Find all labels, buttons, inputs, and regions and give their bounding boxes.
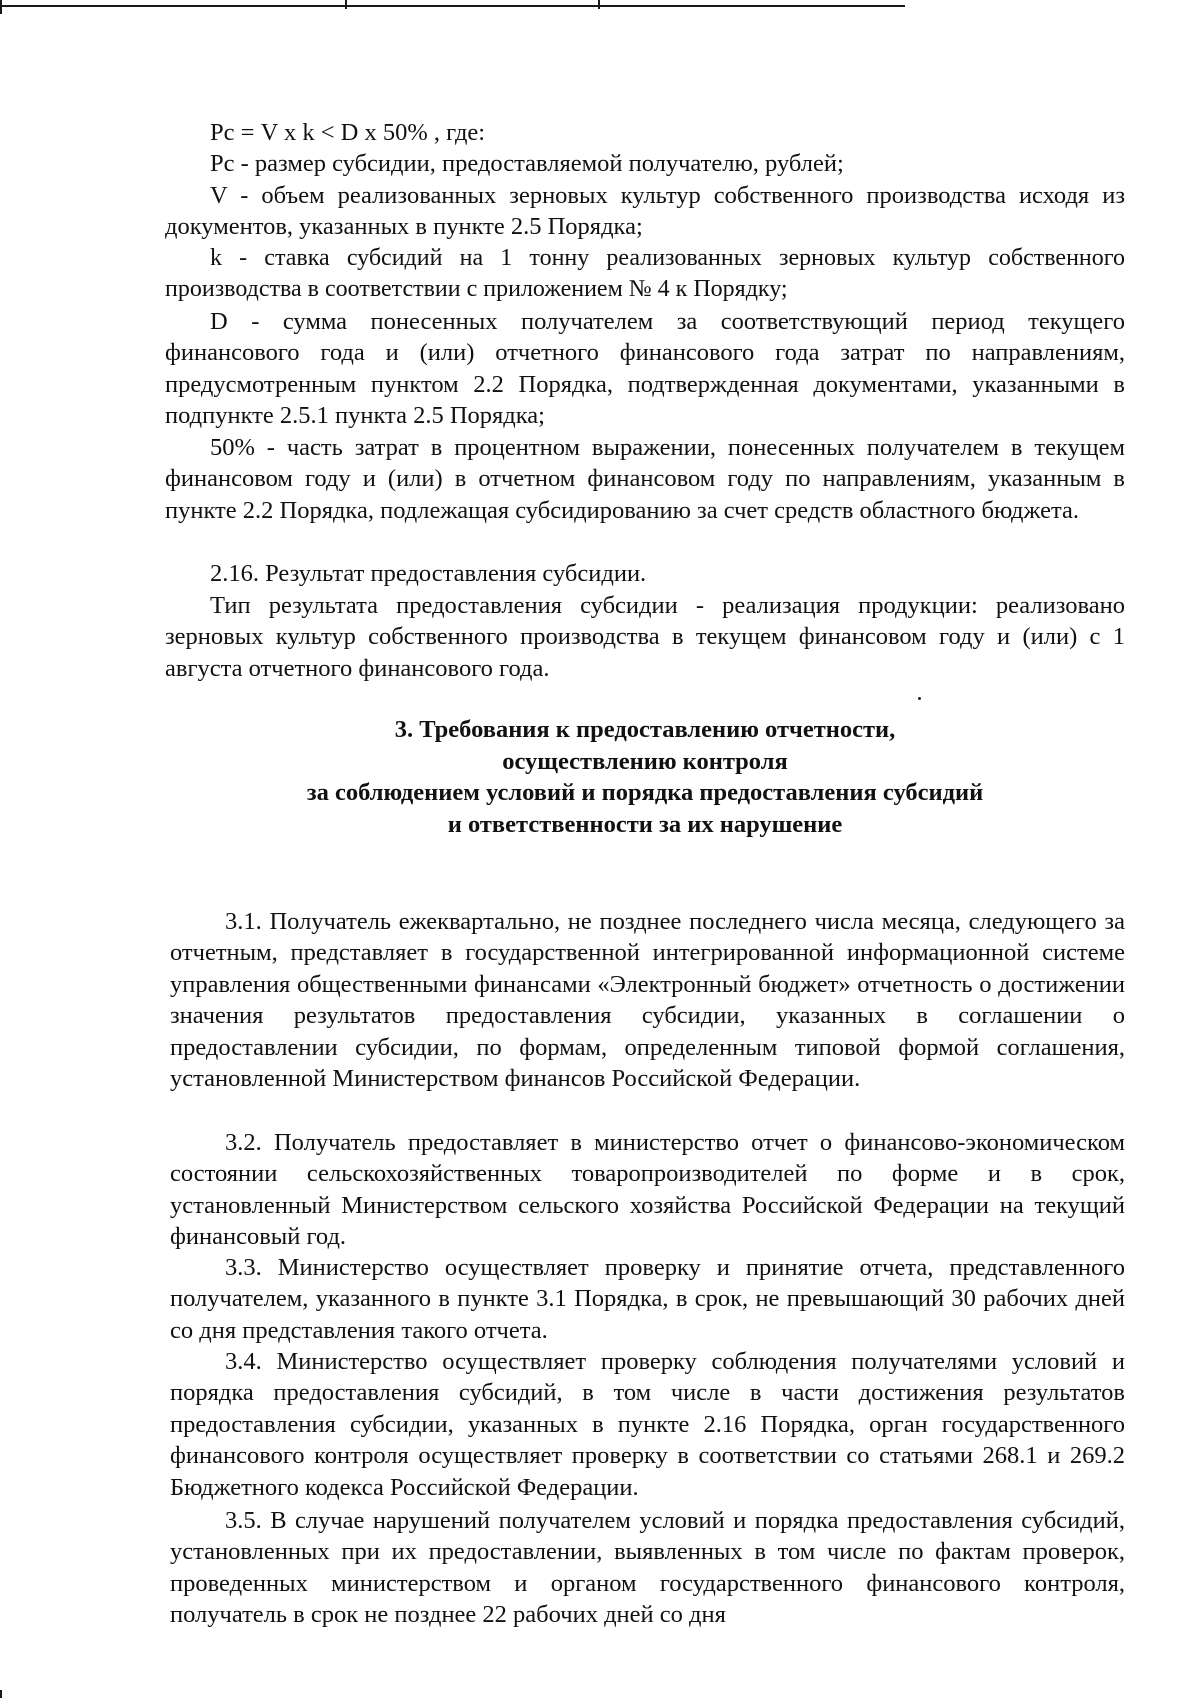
subsidy-formula: Рс = V х k < D х 50% , где: xyxy=(210,119,486,146)
top-scan-tick xyxy=(598,0,600,9)
left-edge-mark xyxy=(0,0,2,14)
definition-percent: 50% - часть затрат в процентном выражении, понесенных получателем в текущем финансовом году и (или) в отчетном финансовом году по направлениям, указанным в пункте 2.2 Порядка, подлежащая субсидированию за счет средств областного бюджета. xyxy=(165,434,1125,524)
clause-2-16-title: 2.16. Результат предоставления субсидии. xyxy=(210,560,647,587)
clause-3-3: 3.3. Министерство осуществляет проверку и принятие отчета, представленного получателем, указанного в пункте 3.1 Порядка, в срок, не превышающий 30 рабочих дней со дня представления такого отчета. xyxy=(170,1254,1125,1344)
scan-speck xyxy=(918,697,921,700)
definition-d: D - сумма понесенных получателем за соответствующий период текущего финансового года и (или) отчетного финансового года затрат по направлениям, предусмотренным пунктом 2.2 Порядка, подтвержденная документами, указанными в подпункте 2.5.1 пункта 2.5 Порядка; xyxy=(165,308,1125,430)
heading-line: осуществлению контроля xyxy=(502,747,788,775)
section-3-heading xyxy=(165,714,1125,840)
clause-3-1: 3.1. Получатель ежеквартально, не позднее последнего числа месяца, следующего за отчетным, представляет в государственной интегрированной информационной системе управления общественными финансами «Электронный бюджет» отчетность о достижении значения результатов предоставления субсидии, указанных в соглашении о предоставлении субсидии, по формам, определенным типовой формой соглашения, установленной Министерством финансов Российской Федерации. xyxy=(170,908,1125,1093)
clause-2-16-text: Тип результата предоставления субсидии - реализация продукции: реализовано зерновых культур собственного производства в текущем финансовом году и (или) с 1 августа отчетного финансового года. xyxy=(165,592,1125,682)
heading-line: 3. Требования к предоставлению отчетности, xyxy=(394,716,896,743)
clause-3-2: 3.2. Получатель предоставляет в министерство отчет о финансово-экономическом состоянии сельскохозяйственных товаропроизводителей по форме и в срок, установленный Министерством сельского хозяйства Российской Федерации на текущий финансовый год. xyxy=(170,1129,1125,1251)
top-scan-rule xyxy=(0,0,905,7)
definition-rc: Рс - размер субсидии, предоставляемой получателю, рублей; xyxy=(210,150,844,177)
definition-v: V - объем реализованных зерновых культур собственного производства исходя из документов, указанных в пункте 2.5 Порядка; xyxy=(165,182,1125,241)
top-scan-tick xyxy=(345,0,347,9)
definition-k: k - ставка субсидий на 1 тонну реализованных зерновых культур собственного производства в соответствии с приложением № 4 к Порядку; xyxy=(165,245,1125,303)
clause-3-4: 3.4. Министерство осуществляет проверку соблюдения получателями условий и порядка предоставления субсидий, в том числе в части достижения результатов предоставления субсидии, указанных в пункте 2.16 Порядка, орган государственного финансового контроля осуществляет проверку в соответствии со статьями 268.1 и 269.2 Бюджетного кодекса Российской Федерации. xyxy=(170,1348,1125,1501)
heading-line: за соблюдением условий и порядка предоставления субсидий xyxy=(306,779,984,806)
heading-line: и ответственности за их нарушение xyxy=(447,810,843,838)
left-edge-mark xyxy=(0,1690,2,1698)
clause-3-5: 3.5. В случае нарушений получателем условий и порядка предоставления субсидий, установленных при их предоставлении, выявленных в том числе по фактам проверок, проведенных министерством и органом государственного финансового контроля, получатель в срок не позднее 22 рабочих дней со дня xyxy=(170,1507,1125,1629)
